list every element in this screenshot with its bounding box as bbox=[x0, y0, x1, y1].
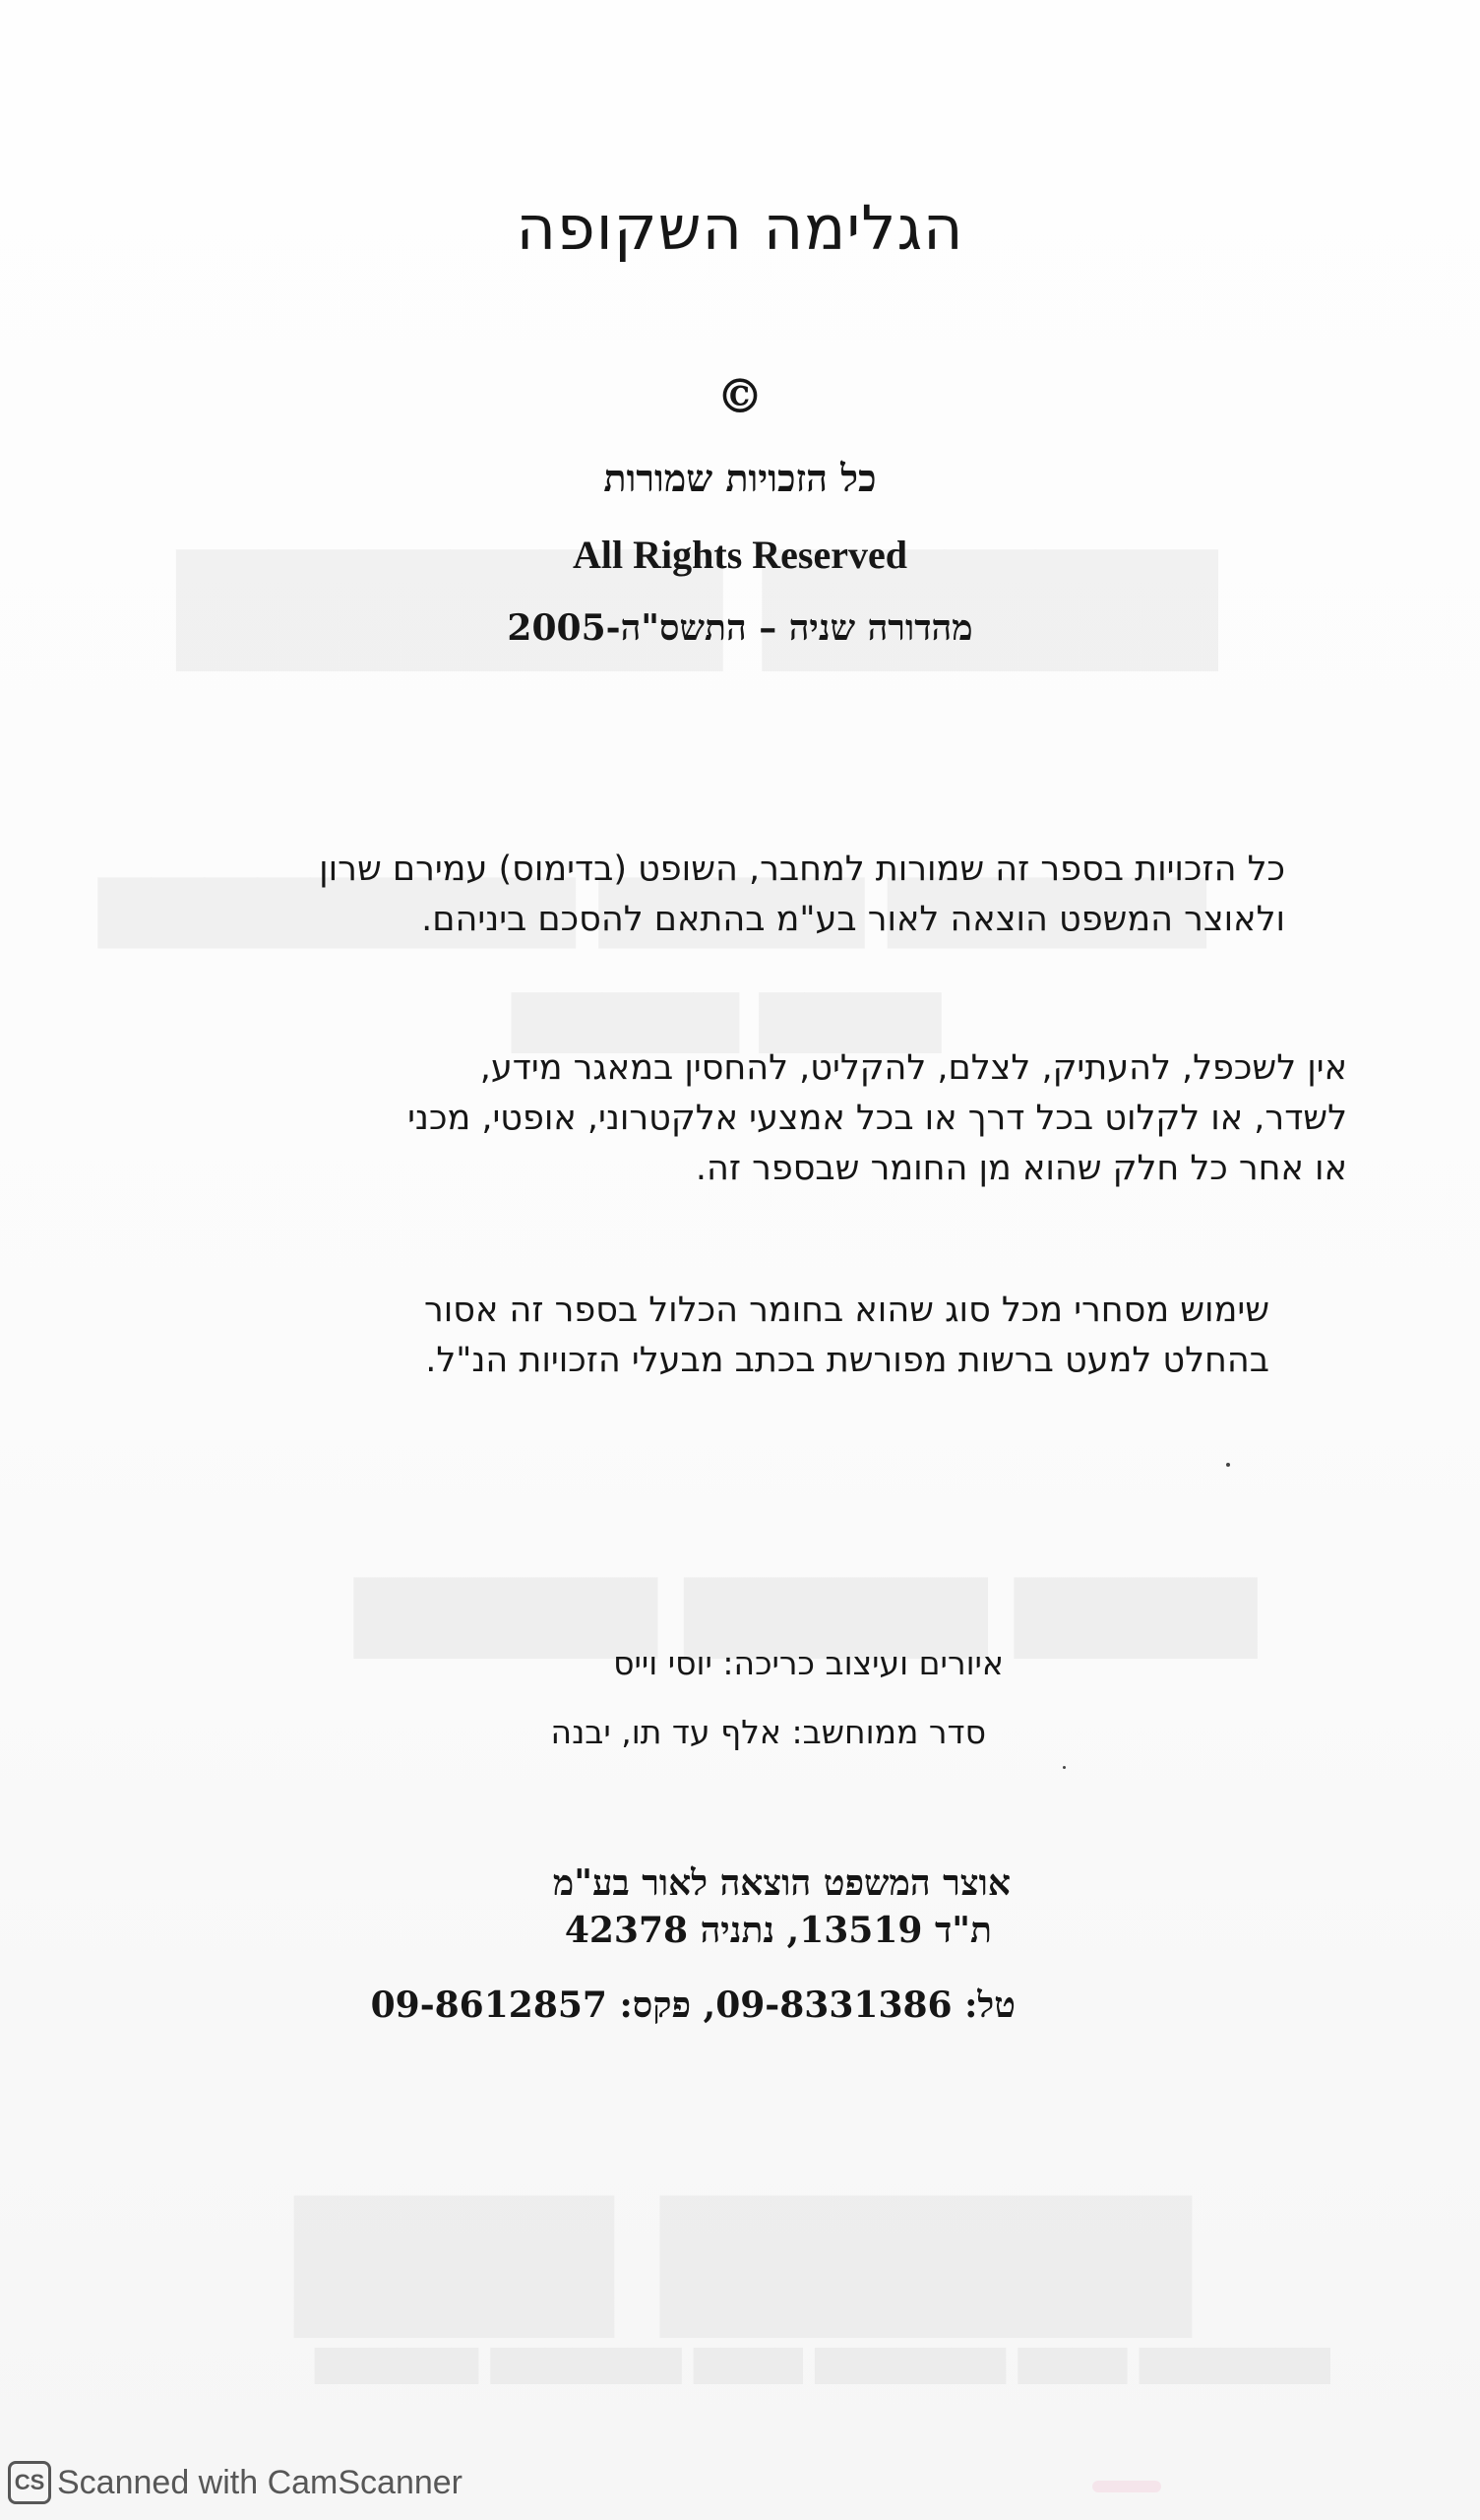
watermark-text: Scanned with CamScanner bbox=[57, 2463, 463, 2501]
edition-line: מהדורה שניה – התשס"ה-2005 bbox=[507, 607, 973, 649]
bleed-through-ghost-logo bbox=[295, 2175, 1191, 2337]
paragraph-line: שימוש מסחרי מכל סוג שהוא בחומר הכלול בספר זה אסור bbox=[423, 1291, 1269, 1330]
camscanner-logo-icon: CS bbox=[8, 2461, 51, 2504]
book-title: הגלימה השקופה bbox=[516, 192, 964, 264]
camscanner-watermark bbox=[8, 2461, 462, 2504]
rights-reserved-english: All Rights Reserved bbox=[573, 533, 907, 577]
commercial-use-paragraph bbox=[424, 1286, 1269, 1386]
scan-speck bbox=[1063, 1766, 1066, 1769]
publisher-address: ת"ד 13519, נתניה 42378 bbox=[564, 1910, 992, 1951]
paragraph-line: כל הזכויות בספר זה שמורות למחבר, השופט (בדימוס) עמירם שרון bbox=[319, 850, 1285, 889]
typesetting-credit: סדר ממוחשב: אלף עד תו, יבנה bbox=[550, 1713, 986, 1751]
paragraph-line: ולאוצר המשפט הוצאה לאור בע"מ בהתאם להסכם ביניהם. bbox=[421, 900, 1285, 939]
scan-speck bbox=[1226, 1463, 1230, 1467]
paragraph-line: אין לשכפל, להעתיק, לצלם, להקליט, להחסין במאגר מידע, bbox=[479, 1048, 1347, 1088]
rights-reserved-hebrew: כל הזכויות שמורות bbox=[603, 456, 877, 500]
publisher-phone: טל: 09-8331386, פקס: 09-8612857 bbox=[370, 1984, 1016, 2026]
illustration-credit: איורים ועיצוב כריכה: יוסי וייס bbox=[613, 1644, 1004, 1682]
paragraph-line: לשדר, או לקלוט בכל דרך או בכל אמצעי אלקטרוני, אופטי, מכני bbox=[407, 1099, 1347, 1138]
paragraph-line: או אחר כל חלק שהוא מן החומר שבספר זה. bbox=[695, 1149, 1347, 1188]
bleed-through-ghost-text bbox=[315, 2343, 1330, 2384]
copyright-paragraph bbox=[319, 845, 1285, 945]
scan-smudge bbox=[1092, 2481, 1161, 2492]
copyright-symbol: © bbox=[716, 369, 764, 424]
publisher-name: אוצר המשפט הוצאה לאור בע"מ bbox=[552, 1862, 1011, 1904]
reproduction-prohibition-paragraph bbox=[407, 1043, 1347, 1194]
paragraph-line: בהחלט למעט ברשות מפורשת בכתב מבעלי הזכויות הנ"ל. bbox=[425, 1341, 1269, 1380]
